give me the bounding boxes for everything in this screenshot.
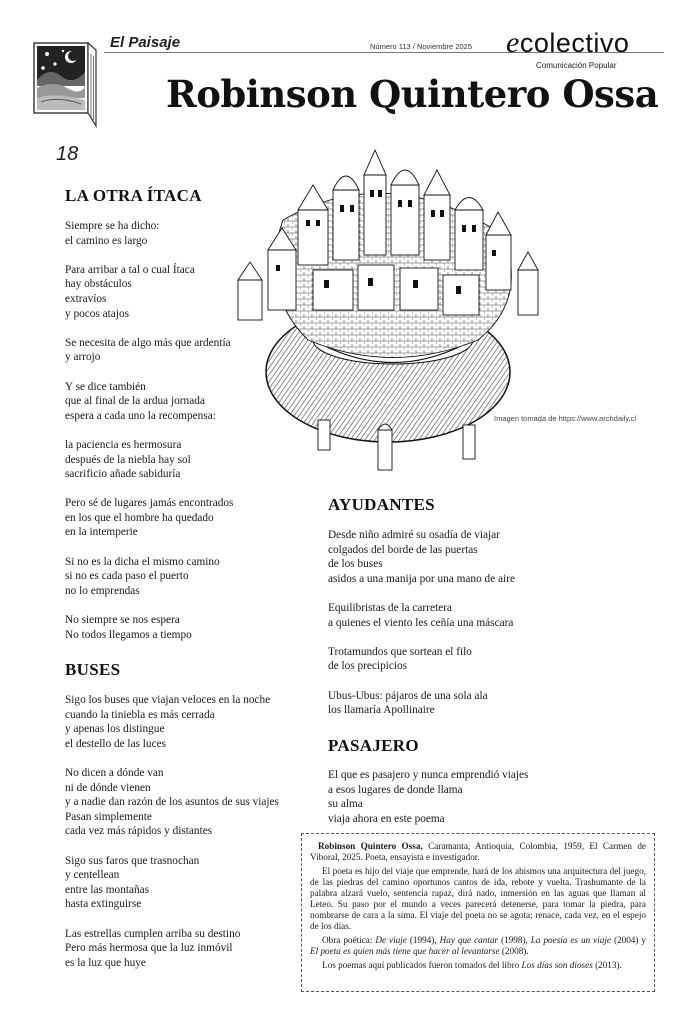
bio-work-1: De viaje xyxy=(375,935,407,945)
city-sphere-illustration xyxy=(228,140,558,480)
section-name: El Paisaje xyxy=(110,34,181,51)
poem-title-itaca: LA OTRA ÍTACA xyxy=(65,186,202,205)
bio-works xyxy=(310,935,646,957)
bio-source xyxy=(310,960,646,971)
poem-title-buses: BUSES xyxy=(65,660,121,679)
poem-text-buses: Sigo los buses que viajan veloces en la noche cuando la tiniebla es más cerrada y apenas los distingue el destello de las luces No dicen a dónde van ni de dónde vienen y a nadie dan razón de los asuntos de sus viajes Pasan simplemente cada vez más rápidos y distantes Sigo sus faros que trasnochan y centellean entre las montañas hasta extinguirse Las estrellas cumplen arriba su destino Pero más hermosa que la luz inmóvil es la luz que huye xyxy=(65,694,279,969)
page-number: 18 xyxy=(56,143,79,165)
poem-text-itaca: Siempre se ha dicho: el camino es largo Para arribar a tal o cual Ítaca hay obstáculos extravíos y pocos atajos Se necesita de algo más que ardentía y arrojo Y se dice también que al final de la ardua jornada espera a cada uno la recompensa: la paciencia es hermosura después de la niebla hay sol sacrificio añade sabiduría Pero sé de lugares jamás encontrados en los que el hombre ha quedado en la intemperie Si no es la dicha el mismo camino si no es cada paso el puerto no lo emprendas No siempre se nos espera No todos llegamos a tiempo xyxy=(65,220,234,641)
bio-source-book: Los días son dioses xyxy=(521,960,593,970)
bio-source-year: (2013). xyxy=(592,960,622,970)
bio-work-4: El poeta es quien más tiene que hacer al levantarse xyxy=(310,946,500,956)
paisaje-logo xyxy=(33,42,97,128)
poem-text-pasajero: El que es pasajero y nunca emprendió viajes a esos lugares de donde llama su alma viaja ahora en este poema xyxy=(328,769,529,825)
bio-intro-text: Caramanta, Antioquia, Colombia, 1959, El Carmen de Viboral, 2025. Poeta, ensayista e investigador. xyxy=(310,841,646,862)
bio-work-2: Hay que cantar xyxy=(439,935,499,945)
poem-title-ayudantes: AYUDANTES xyxy=(328,495,435,514)
bio-paragraph: El poeta es hijo del viaje que emprende, hará de los abismos una arquitectura del juego, de las piedras del camino oportunos cantos de ida, rebote y vuelta. Trashumante de la palabra alzará vuelo, sentencia rapaz, dirá nado, inmersión en las aguas que llaman al Leteo. Su paso por el mundo a veces parecerá detenerse, para tomar la piedra, para nombrarse de cara a la sima. El viaje del poeta no se agota; renace, cada vez, en el espejo de los días. xyxy=(310,866,646,931)
bio-work-3-year: (2004) y xyxy=(611,935,646,945)
bio-work-4-year: (2008). xyxy=(499,946,529,956)
author-bio-box xyxy=(301,833,655,992)
bio-source-text: Los poemas aquí publicados fueron tomados del libro xyxy=(322,960,522,970)
image-caption: Imagen tomada de https://www.archdaily.cl xyxy=(494,414,637,423)
brand-e: e xyxy=(506,26,520,59)
bio-work-3: La poesía es un viaje xyxy=(530,935,611,945)
bio-author-name: Robinson Quintero Ossa, xyxy=(318,841,423,851)
poem-text-ayudantes: Desde niño admiré su osadía de viajar colgados del borde de las puertas de los buses asidos a una manija por una mano de aire Equilibristas de la carretera a quienes el viento les ceñía una máscara Trotamundos que sortean el filo de los precipicios Ubus-Ubus: pájaros de una sola ala los llamaría Apollinaire xyxy=(328,529,515,717)
poem-title-pasajero: PASAJERO xyxy=(328,736,419,755)
brand-subtitle: Comunicación Popular xyxy=(536,61,617,70)
bio-work-2-year: (1998), xyxy=(498,935,531,945)
issue-info: Número 113 / Noviembre 2025 xyxy=(370,42,472,51)
bio-works-label: Obra poética: xyxy=(322,935,376,945)
bio-intro xyxy=(310,841,646,863)
bio-work-1-year: (1994), xyxy=(406,935,440,945)
page-title: Robinson Quintero Ossa xyxy=(166,72,659,116)
colectivo-logo xyxy=(506,26,629,60)
brand-name: colectivo xyxy=(519,28,630,58)
